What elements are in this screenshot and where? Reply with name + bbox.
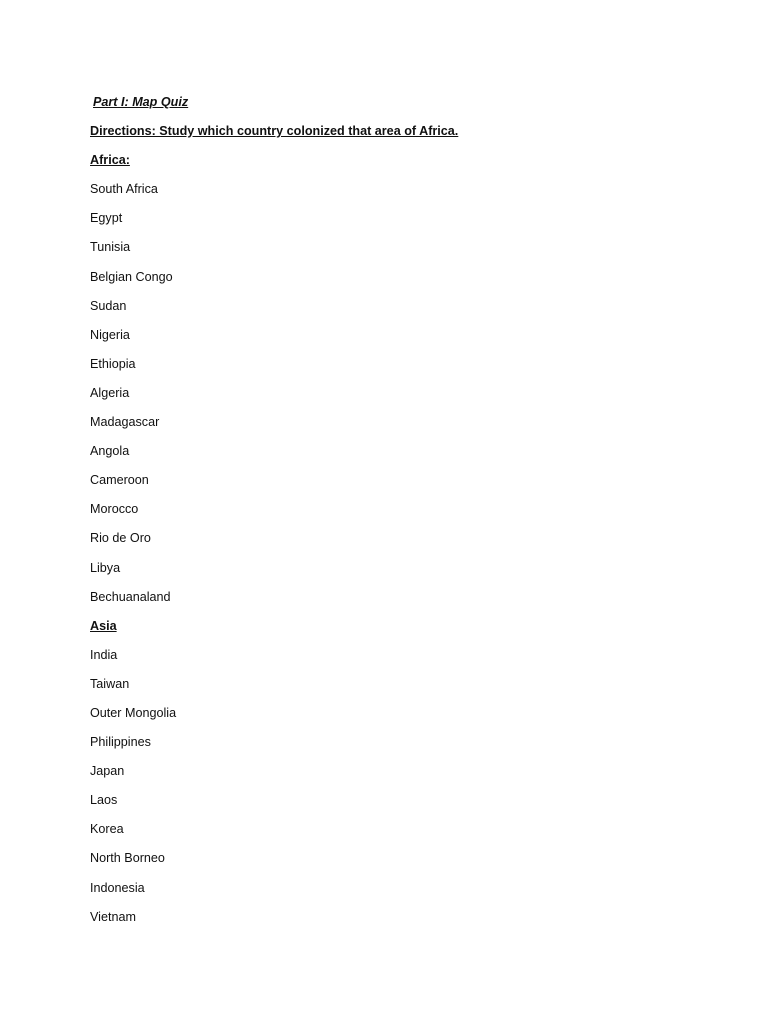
list-item: Nigeria — [90, 327, 130, 342]
list-item: Ethiopia — [90, 356, 136, 371]
list-item: Sudan — [90, 298, 127, 313]
list-item: Taiwan — [90, 676, 130, 691]
list-item: Algeria — [90, 385, 130, 400]
list-item: Philippines — [90, 735, 151, 750]
part-title: Part I: Map Quiz — [93, 95, 189, 109]
list-item: Morocco — [90, 502, 139, 517]
list-item: Rio de Oro — [90, 531, 151, 546]
list-item: Tunisia — [90, 240, 131, 255]
list-item: Angola — [90, 444, 130, 459]
asia-country-list — [90, 645, 690, 936]
directions-text: Directions: Study which country colonized that area of Africa. — [90, 124, 459, 139]
list-item: North Borneo — [90, 851, 165, 866]
list-item: South Africa — [90, 182, 158, 197]
list-item: Outer Mongolia — [90, 705, 177, 720]
list-item: Korea — [90, 822, 124, 837]
list-item: Belgian Congo — [90, 269, 173, 284]
list-item: Laos — [90, 793, 118, 808]
list-item: Japan — [90, 764, 125, 779]
section-heading-asia: Asia — [90, 618, 117, 633]
list-item: Libya — [90, 560, 121, 575]
list-item: Cameroon — [90, 473, 149, 488]
list-item: Vietnam — [90, 909, 136, 924]
list-item: Indonesia — [90, 880, 145, 895]
document-content — [90, 92, 690, 936]
section-heading-africa: Africa: — [90, 153, 130, 168]
list-item: India — [90, 647, 118, 662]
list-item: Bechuanaland — [90, 589, 171, 604]
africa-country-list — [90, 179, 690, 615]
list-item: Egypt — [90, 211, 123, 226]
list-item: Madagascar — [90, 415, 160, 430]
